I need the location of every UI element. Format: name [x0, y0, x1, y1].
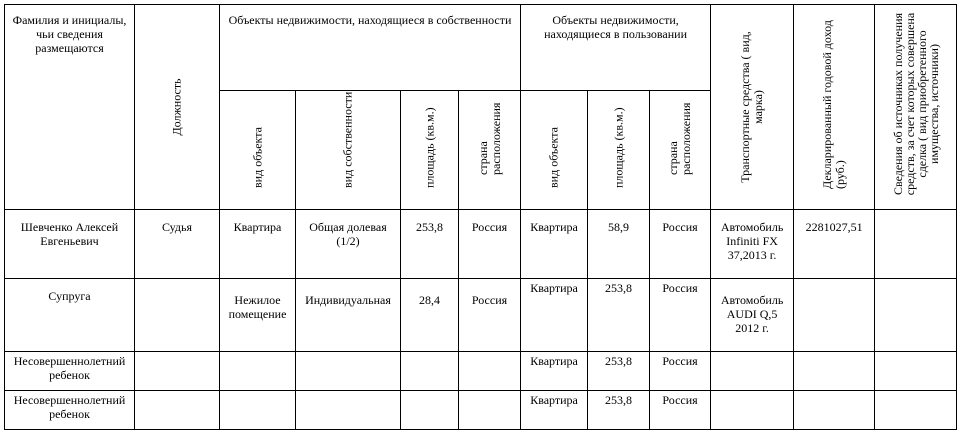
cell-owned-area: [401, 352, 459, 391]
cell-owned-area: [401, 391, 459, 430]
cell-position: [135, 279, 220, 352]
cell-vehicles: [711, 352, 794, 391]
cell-used-country: Россия: [650, 352, 711, 391]
header-owned-area-label: площадь (кв.м.): [422, 107, 436, 188]
cell-owned-country: Россия: [459, 279, 521, 352]
table-row: [5, 391, 957, 430]
cell-position: Судья: [135, 210, 220, 279]
header-sources-label: Сведения об источниках получения средств, за счет которых совершена сделка ( вид приобретенного имущества, источники): [890, 12, 941, 196]
cell-used-area: 253,8: [588, 352, 650, 391]
header-owned-type-label: вид объекта: [250, 127, 264, 188]
table-row: [5, 279, 957, 352]
cell-position: [135, 352, 220, 391]
cell-income: [794, 279, 875, 352]
cell-used-type: Квартира: [521, 391, 588, 430]
cell-used-country: Россия: [650, 391, 711, 430]
cell-vehicles: [711, 391, 794, 430]
cell-sources: [875, 391, 957, 430]
cell-owned-country: Россия: [459, 210, 521, 279]
header-used-area-label: площадь (кв.м.): [611, 107, 626, 188]
cell-owned-area: 253,8: [401, 210, 459, 279]
header-vehicles: [711, 5, 794, 210]
header-used-type-label: вид объекта: [546, 127, 561, 188]
header-owned-ownership: [296, 91, 401, 210]
cell-owned-ownership: [296, 352, 401, 391]
header-income-label: Декларированный годовой доход (руб.): [820, 20, 848, 189]
table-row: [5, 352, 957, 391]
header-sources: [875, 5, 957, 210]
cell-owned-country: [459, 352, 521, 391]
header-used-area: [588, 91, 650, 210]
cell-vehicles: Автомобиль AUDI Q,5 2012 г.: [711, 279, 794, 352]
header-vehicles-label: Транспортные средства ( вид, марка): [738, 31, 766, 183]
header-used-group: Объекты недвижимости, находящиеся в пользовании: [521, 5, 711, 91]
cell-used-country: Россия: [650, 210, 711, 279]
header-used-country-label: страна расположения: [666, 102, 694, 175]
cell-vehicles: Автомобиль Infiniti FX 37,2013 г.: [711, 210, 794, 279]
cell-used-type: Квартира: [521, 352, 588, 391]
cell-owned-type: [220, 391, 296, 430]
cell-income: 2281027,51: [794, 210, 875, 279]
cell-owned-area: 28,4: [401, 279, 459, 352]
header-owned-ownership-label: вид собственности: [340, 91, 355, 188]
header-used-country: [650, 91, 711, 210]
cell-sources: [875, 210, 957, 279]
table-row: [5, 210, 957, 279]
header-position: [135, 5, 220, 210]
cell-income: [794, 352, 875, 391]
cell-used-area: 58,9: [588, 210, 650, 279]
cell-name: Несовершеннолетний ребенок: [5, 391, 135, 430]
cell-used-type: Квартира: [521, 279, 588, 352]
cell-used-area: 253,8: [588, 391, 650, 430]
cell-income: [794, 391, 875, 430]
cell-used-area: 253,8: [588, 279, 650, 352]
cell-name: Шевченко Алексей Евгеньевич: [5, 210, 135, 279]
header-owned-country-label: страна расположения: [475, 102, 503, 175]
header-income: [794, 5, 875, 210]
cell-owned-ownership: [296, 391, 401, 430]
cell-owned-type: [220, 352, 296, 391]
header-row-top: [5, 5, 957, 91]
cell-name: Супруга: [5, 279, 135, 352]
cell-owned-ownership: Общая долевая (1/2): [296, 210, 401, 279]
declaration-table: [4, 4, 957, 430]
cell-owned-type: Квартира: [220, 210, 296, 279]
cell-sources: [875, 279, 957, 352]
header-name: Фамилия и инициалы, чьи сведения размещаются: [5, 5, 135, 210]
cell-owned-country: [459, 391, 521, 430]
header-used-type: [521, 91, 588, 210]
cell-name: Несовершеннолетний ребенок: [5, 352, 135, 391]
header-position-label: Должность: [169, 78, 184, 136]
cell-owned-type: Нежилое помещение: [220, 279, 296, 352]
header-owned-country: [459, 91, 521, 210]
header-owned-group: Объекты недвижимости, находящиеся в собственности: [220, 5, 521, 91]
cell-owned-ownership: Индивидуальная: [296, 279, 401, 352]
header-owned-type: [220, 91, 296, 210]
cell-used-country: Россия: [650, 279, 711, 352]
cell-position: [135, 391, 220, 430]
cell-used-type: Квартира: [521, 210, 588, 279]
header-owned-area: [401, 91, 459, 210]
cell-sources: [875, 352, 957, 391]
